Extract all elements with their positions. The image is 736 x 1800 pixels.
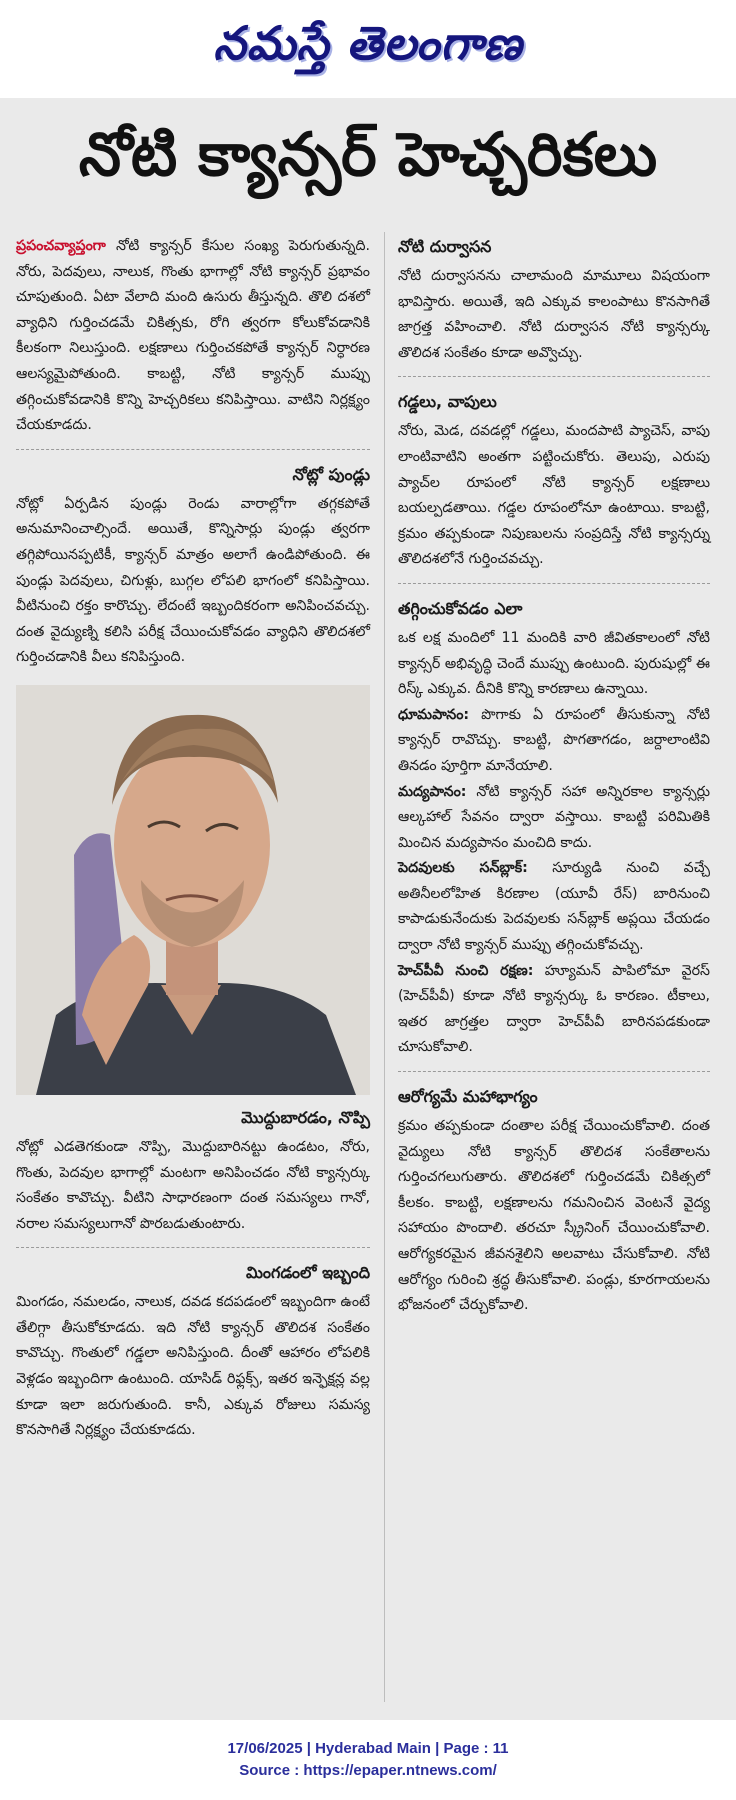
reduce-heading: తగ్గించుకోవడం ఎలా (398, 598, 523, 618)
lumps-text: నోరు, మెడ, దవడల్లో గడ్డలు, మందపాటి ప్యాచెస్, వాపు లాంటివాటిని అంతగా పట్టించుకోరు. తెలుపు, ఎరుపు ప్యాచ్‌ల రూపంలో నోటి క్యాన్సర్ లక్షణాలు బయల్పడతాయి. గడ్డల రూపంలోనూ ఉంటాయి. కాబట్టి, క్రమం తప్పకుండా నిపుణులను సంప్రదిస్తే నోటి క్యాన్సర్ను తొలిదశలోనే గుర్తించవచ్చు. (398, 423, 710, 568)
swallowing-text: మింగడం, నమలడం, నాలుక, దవడ కదపడంలో ఇబ్బందిగా ఉంటే తేలిగ్గా తీసుకోకూడదు. ఇది నోటి క్యాన్సర్ తొలిదశ సంకేతం కావొచ్చు. గొంతులో గడ్డలా అనిపిస్తుంది. దీంతో ఆహారం లోపలికి వెళ్లడం ఇబ్బందిగా ఉంటుంది. యాసిడ్ రిఫ్లక్స్, ఇతర ఇన్ఫెక్షన్ల వల్ల కూడా ఇలా జరుగుతుంది. కానీ, ఎక్కువ రోజులు సమస్య కొనసాగితే నిర్లక్ష్యం చేయకూడదు. (16, 1294, 370, 1439)
breath-text: నోటి దుర్వాసనను చాలామంది మామూలు విషయంగా భావిస్తారు. అయితే, ఇది ఎక్కువ కాలంపాటు కొనసాగితే జాగ్రత్త వహించాలి. నోటి దుర్వాసన నోటి క్యాన్సర్కు తొలిదశ సంకేతం కూడా అవ్వొచ్చు. (398, 268, 710, 361)
numbness-text: నోట్లో ఎడతెగకుండా నొప్పి, మొద్దుబారినట్టు ఉండటం, నోరు, గొంతు, పెదవుల భాగాల్లో మంటగా అనిపించడం నోటి క్యాన్సర్కు సంకేతం కావొచ్చు. వీటిని సాధారణంగా దంత సమస్యలు గానో, నరాల సమస్యలుగానో పొరబడుతుంటారు. (16, 1138, 370, 1232)
sores-text: నోట్లో ఏర్పడిన పుండ్లు రెండు వారాల్లోగా తగ్గకపోతే అనుమానించాల్సిందే. అయితే, కొన్నిసార్లు పుండ్లు త్వరగా తగ్గిపోయినప్పటికీ, క్యాన్సర్ మాత్రం అలాగే ఉండిపోతుంది. ఈ పుండ్లు పెదవులు, చిగుళ్లు, బుగ్గల లోపలి భాగంలో కనిపిస్తాయి. వీటినుంచి రక్తం కారొచ్చు. లేదంటే ఇబ్బందికరంగా అనిపించవచ్చు. దంత వైద్యుణ్ని కలిసి పరీక్ష చేయించుకోవడం వ్యాధిని తొలిదశలో గుర్తించడానికి వీలు కనిపిస్తుంది. (16, 495, 370, 666)
footer-date-edition: 17/06/2025 | Hyderabad Main | Page : 11 (227, 1740, 509, 1757)
risk-item-alcohol (398, 780, 710, 857)
section-divider (398, 1071, 710, 1072)
headline (0, 110, 736, 214)
left-column (16, 234, 370, 1444)
breath-heading: నోటి దుర్వాసన (398, 237, 492, 256)
section-divider (16, 449, 370, 450)
risk-item-text: నోటి క్యాన్సర్ సహా అన్నిరకాల క్యాన్సర్లు ఆల్కహాల్ సేవనం ద్వారా వస్తాయి. కాబట్టి పరిమితికి మించిన మద్యపానం మంచిది కాదు. (398, 783, 710, 851)
right-column (398, 234, 710, 1319)
intro-text: నోటి క్యాన్సర్ కేసుల సంఖ్య పెరుగుతున్నది. నోరు, పెదవులు, నాలుక, గొంతు భాగాల్లో నోటి క్యాన్సర్ ప్రభావం చూపుతుంది. ఏటా వేలాది మంది ఉసురు తీస్తున్నది. తొలి దశలో వ్యాధిని గుర్తించడమే చికిత్సకు, రోగి త్వరగా కోలుకోవడానికి కీలకంగా నిలుస్తుంది. లక్షణాలు గుర్తించకపోతే క్యాన్సర్ నిర్ధారణ ఆలస్యమైపోతుంది. కాబట్టి, నోటి క్యాన్సర్ ముప్పు తగ్గించుకోవడానికి కొన్ని హెచ్చరికలు కనిపిస్తాయి. వాటిని నిర్లక్ష్యం చేయకూడదు. (16, 238, 370, 434)
risk-item-text: హ్యూమన్ పాపిలోమా వైరస్ (హెచ్‌పీవీ) కూడా నోటి క్యాన్సర్కు ఓ కారణం. టీకాలు, ఇతర జాగ్రత్తల ద్వారా హెచ్‌పీవీ బారినపడకుండా చూసుకోవాలి. (398, 962, 710, 1056)
risk-item-text: పొగాకు ఏ రూపంలో తీసుకున్నా నోటి క్యాన్సర్ రావొచ్చు. కాబట్టి, పొగతాగడం, జర్దాలాంటివి తినడం పూర్తిగా మానేయాలి. (398, 706, 710, 774)
risk-item-key: ధూమపానం: (398, 706, 470, 723)
risk-item-sunblock (398, 856, 710, 958)
man-toothache-illustration (16, 685, 370, 1095)
intro-first-word: ప్రపంచవ్యాప్తంగా (16, 238, 106, 254)
sores-heading: నోట్లో పుండ్లు (292, 464, 370, 484)
risk-item-smoking (398, 703, 710, 780)
risk-item-key: హెచ్‌పీవీ నుంచి రక్షణ: (398, 962, 534, 979)
newspaper-page (0, 98, 736, 1720)
masthead (0, 0, 736, 98)
intro-paragraph (16, 234, 370, 439)
masthead-logo: నమస్తే తెలంగాణ (213, 16, 523, 70)
section-divider (398, 583, 710, 584)
page-footer (0, 1720, 736, 1800)
swallowing-heading: మింగడంలో ఇబ్బంది (245, 1263, 370, 1283)
risk-item-key: మద్యపానం: (398, 783, 467, 800)
risk-item-key: పెదవులకు సన్‌బ్లాక్: (398, 860, 528, 877)
reduce-text: ఒక లక్ష మందిలో 11 మందికి వారి జీవితకాలంలో నోటి క్యాన్సర్ అభివృద్ధి చెందే ముప్పు ఉంటుంది. పురుషుల్లో ఈ రిస్క్ ఎక్కువ. దీనికి కొన్ని కారణాలు ఉన్నాయి. (398, 629, 710, 698)
section-divider (16, 1247, 370, 1248)
man-toothache-photo (16, 685, 370, 1095)
health-heading: ఆరోగ్యమే మహాభాగ్యం (398, 1087, 538, 1107)
headline-text: నోటి క్యాన్సర్ హెచ్చరికలు (78, 120, 658, 190)
lumps-heading: గడ్డలు, వాపులు (398, 392, 497, 412)
risk-item-text: సూర్యుడి నుంచి వచ్చే అతినీలలోహిత కిరణాల (యూవీ రేస్) బారినుంచి కాపాడుకునేందుకు పెదవులకు సన్‌బ్లాక్ అప్లయి చేయడం ద్వారా నోటి క్యాన్సర్ ముప్పు తగ్గించుకోవచ్చు. (398, 860, 710, 954)
health-text: క్రమం తప్పకుండా దంతాల పరీక్ష చేయించుకోవాలి. దంత వైద్యులు నోటి క్యాన్సర్ తొలిదశ సంకేతాలను గుర్తించగలుగుతారు. తొలిదశలో గుర్తించడమే చికిత్సలో కీలకం. కాబట్టి, లక్షణాలను గమనించిన వెంటనే వైద్య సహాయం పొందాలి. తరచూ స్క్రీనింగ్ చేయించుకోవాలి. ఆరోగ్యకరమైన జీవనశైలిని అలవాటు చేసుకోవాలి. నోటి ఆరోగ్యం గురించి శ్రద్ధ తీసుకోవాలి. పండ్లు, కూరగాయలను భోజనంలో చేర్చుకోవాలి. (398, 1118, 710, 1314)
column-divider (384, 232, 385, 1702)
risk-item-hpv (398, 959, 710, 1061)
footer-source: Source : https://epaper.ntnews.com/ (239, 1762, 497, 1779)
numbness-heading: మొద్దుబారడం, నొప్పి (241, 1107, 370, 1127)
section-divider (398, 376, 710, 377)
